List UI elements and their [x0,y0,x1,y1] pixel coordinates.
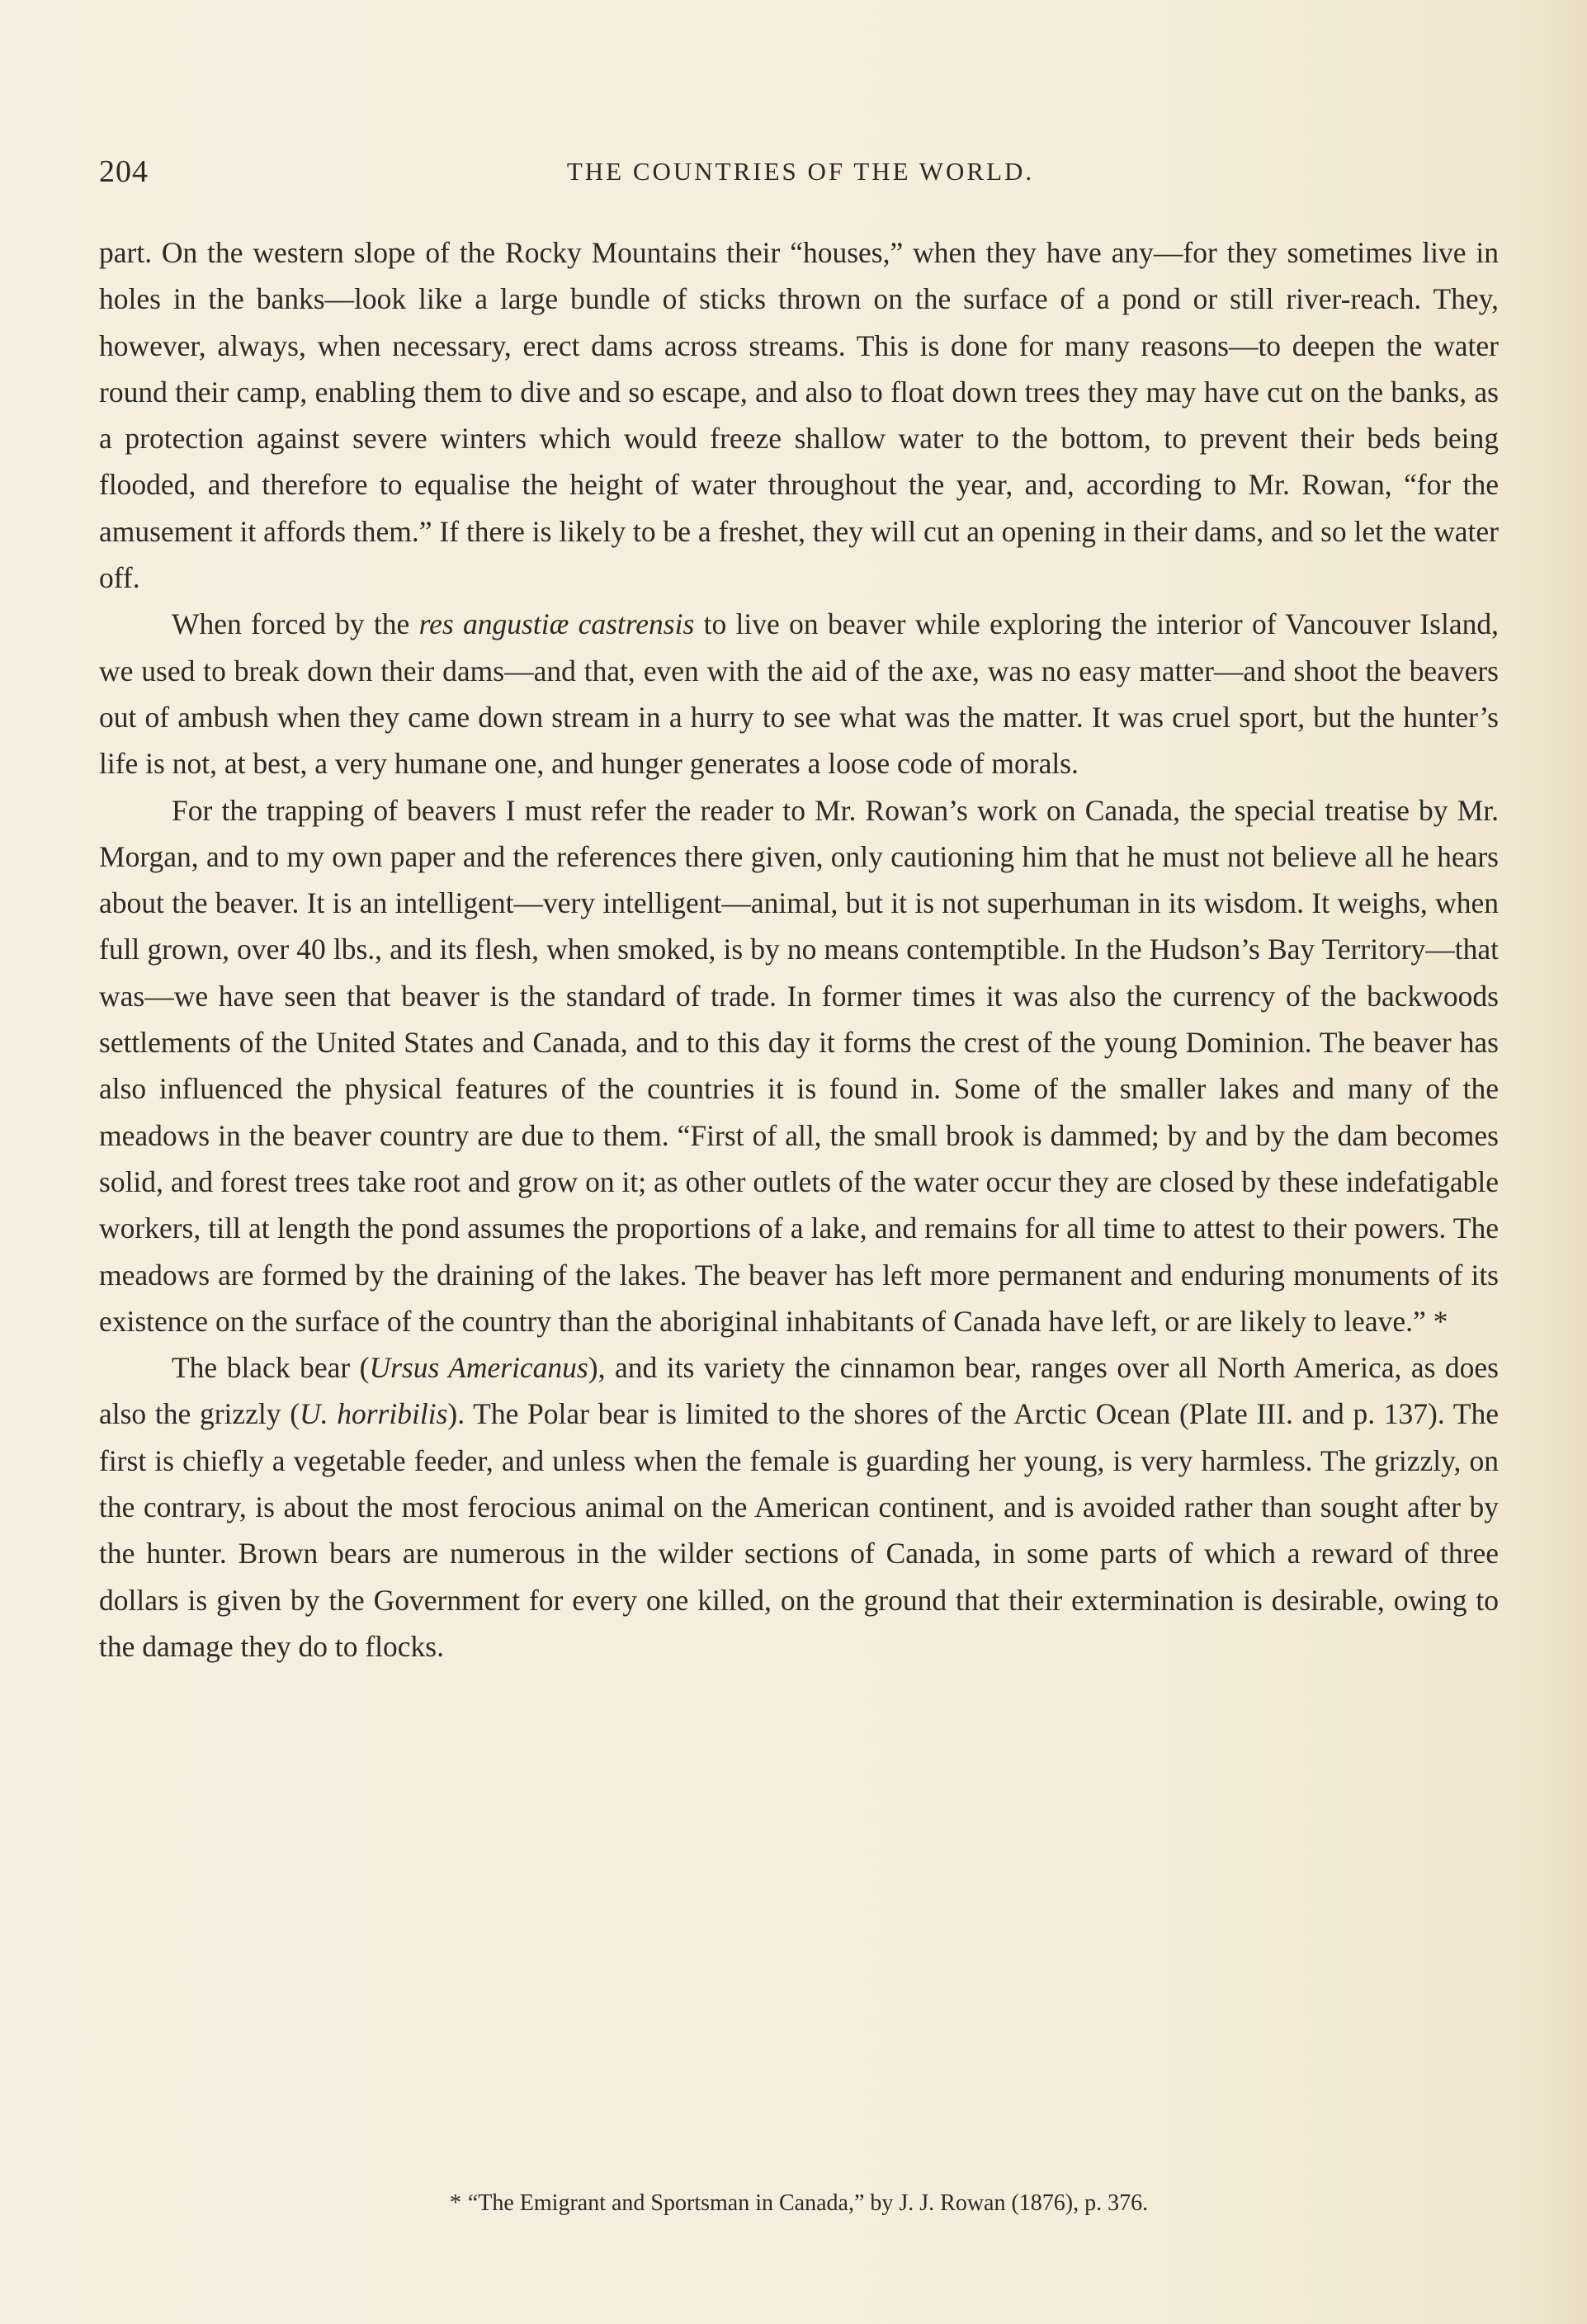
paragraph-vancouver-island [99,601,1499,786]
latin-phrase: res angustiæ castrensis [418,607,695,641]
text-run: ). The Polar bear is limited to the shores of the Arctic Ocean (Plate III. and p. 137). The first is chiefly a vegetable feeder, and unless when the female is guarding her young, is very harmless. The grizzly, on the contrary, is about the most ferocious animal on the American continent, and is avoided rather than sought after by the hunter. Brown bears are numerous in the wilder sections of Canada, in some parts of which a reward of three dollars is given by the Government for every one killed, on the ground that their extermination is desirable, owing to the damage they do to flocks. [99,1397,1499,1663]
species-name: Ursus Americanus [369,1351,588,1385]
text-run: The black bear ( [172,1351,370,1385]
body-text [99,229,1499,1670]
footnote-text: “The Emigrant and Sportsman in Canada,” by J. J. Rowan (1876), p. 376. [467,2190,1149,2216]
paragraph-trapping-beavers: For the trapping of beavers I must refer the reader to Mr. Rowan’s work on Canada, the special treatise by Mr. Morgan, and to my own paper and the references there given, only cautioning him that he must not believe all he hears about the beaver. It is an intelligent—very intelligent—animal, but it is not superhuman in its wisdom. It weighs, when full grown, over 40 lbs., and its flesh, when smoked, is by no means contemptible. In the Hudson’s Bay Territory—that was—we have seen that beaver is the standard of trade. In former times it was also the currency of the backwoods settlements of the United States and Canada, and to this day it forms the crest of the young Dominion. The beaver has also influenced the physical features of the countries it is found in. Some of the smaller lakes and many of the meadows in the beaver country are due to them. “First of all, the small brook is dammed; by and by the dam becomes solid, and forest trees take root and grow on it; as other outlets of the water occur they are closed by these indefatigable workers, till at length the pond assumes the proportions of a lake, and remains for all time to attest to their powers. The meadows are formed by the draining of the lakes. The beaver has left more permanent and enduring monuments of its existence on the surface of the country than the aboriginal inhabitants of Canada have left, or are likely to leave.” * [99,793,1499,1338]
footnote [99,2190,1499,2217]
paragraph-beaver-houses: part. On the western slope of the Rocky Mountains their “houses,” when they have any—for they sometimes live in holes in the banks—look like a large bundle of sticks thrown on the surface of a pond or still river-reach. They, however, always, when necessary, erect dams across streams. This is done for many reasons—to deepen the water round their camp, enabling them to dive and so escape, and also to float down trees they may have cut on the banks, as a protection against severe winters which would freeze shallow water to the bottom, to prevent their beds being flooded, and therefore to equalise the height of water throughout the year, and, according to Mr. Rowan, “for the amusement it affords them.” If there is likely to be a freshet, they will cut an opening in their dams, and so let the water off. [99,236,1499,595]
text-run: to live on beaver while exploring the interior of Vancouver Island, we used to break down their dams—and that, even with the aid of the axe, was no easy matter—and shoot the beavers out of ambush when they came down stream in a hurry to see what was the matter. It was cruel sport, but the hunter’s life is not, at best, a very humane one, and hunger generates a loose code of morals. [99,607,1499,781]
running-title: THE COUNTRIES OF THE WORLD. [566,157,1035,186]
footnote-mark: * [449,2190,461,2216]
text-run: When forced by the [172,607,419,641]
page-number: 204 [99,154,149,189]
species-name: U. horribilis [300,1397,448,1431]
paragraph-bears [99,1344,1499,1670]
running-head [99,154,1502,196]
text-run: ), and its variety the cinnamon bear, ranges over all North America, as does also the grizzly ( [99,1351,1499,1431]
page-edge-shadow [1513,0,1587,2324]
